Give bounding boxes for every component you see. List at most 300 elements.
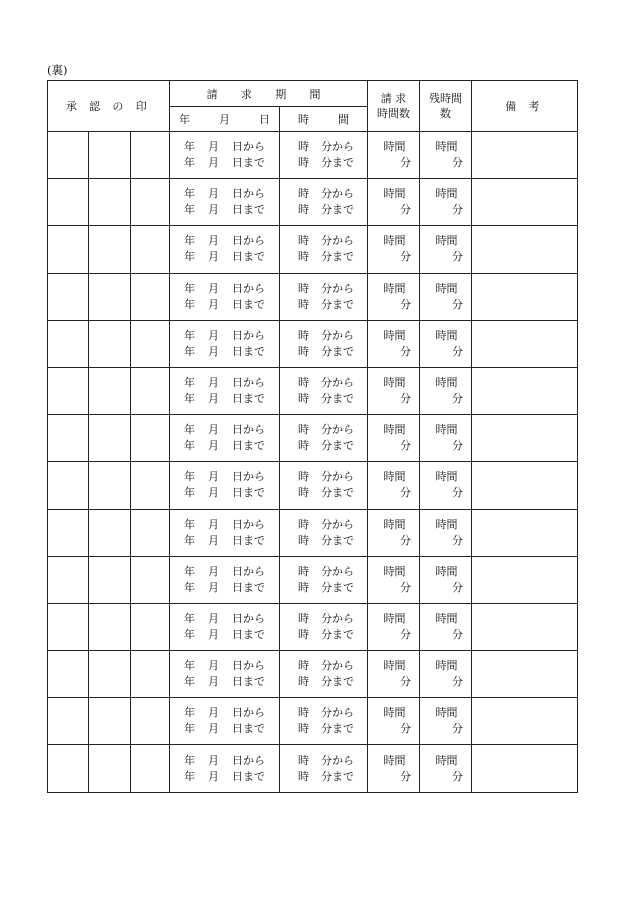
header-request-hours-line2: 時間数 — [377, 107, 411, 120]
remaining-hours-label: 時間 — [435, 517, 458, 531]
time-to-hour: 時 — [298, 297, 309, 311]
request-hours-label: 時間 — [383, 281, 406, 295]
remaining-hours-label: 時間 — [435, 140, 458, 154]
request-hours-cell[interactable] — [368, 556, 420, 603]
approval-stamp-cell-2[interactable] — [89, 132, 131, 179]
approval-stamp-cell-1[interactable] — [48, 415, 89, 462]
time-cell[interactable] — [280, 603, 368, 650]
date-to-day: 日まで — [232, 344, 265, 358]
date-to-month: 月 — [208, 580, 219, 594]
header-remarks: 備 考 — [472, 81, 578, 132]
date-to-month: 月 — [208, 156, 219, 170]
request-hours-cell[interactable] — [368, 415, 420, 462]
date-from-line — [184, 517, 279, 533]
time-to-hour: 時 — [298, 675, 309, 689]
date-to-day: 日まで — [232, 439, 265, 453]
time-cell[interactable] — [280, 415, 368, 462]
time-from-line — [298, 469, 367, 485]
remaining-hours-cell[interactable] — [420, 509, 472, 556]
time-to-line — [298, 627, 367, 643]
date-cell[interactable] — [170, 462, 280, 509]
date-from-day: 日から — [232, 234, 265, 248]
time-to-line — [298, 297, 367, 313]
request-hours-cell[interactable] — [368, 132, 420, 179]
approval-stamp-cell-1[interactable] — [48, 603, 89, 650]
time-from-hour: 時 — [298, 376, 309, 390]
time-to-hour: 時 — [298, 203, 309, 217]
time-to-minute: 分まで — [321, 627, 354, 641]
approval-stamp-cell-1[interactable] — [48, 651, 89, 698]
date-cell[interactable] — [170, 273, 280, 320]
date-to-year: 年 — [184, 392, 195, 406]
page-label: (裏) — [47, 63, 68, 77]
request-minutes-label: 分 — [400, 203, 412, 217]
approval-stamp-cell-1[interactable] — [48, 226, 89, 273]
date-to-line — [184, 391, 279, 407]
date-cell[interactable] — [170, 603, 280, 650]
date-from-line — [184, 375, 279, 391]
date-to-year: 年 — [184, 344, 195, 358]
remaining-hours-cell[interactable] — [420, 273, 472, 320]
remaining-minutes-label: 分 — [452, 250, 464, 264]
approval-stamp-cell-3[interactable] — [131, 509, 170, 556]
request-hours-cell[interactable] — [368, 179, 420, 226]
time-to-hour: 時 — [298, 627, 309, 641]
remaining-hours-label: 時間 — [435, 611, 458, 625]
date-from-line — [184, 139, 279, 155]
date-cell[interactable] — [170, 320, 280, 367]
request-hours-label: 時間 — [383, 564, 406, 578]
time-cell[interactable] — [280, 698, 368, 745]
approval-stamp-cell-3[interactable] — [131, 179, 170, 226]
request-hours-cell[interactable] — [368, 320, 420, 367]
approval-stamp-cell-2[interactable] — [89, 415, 131, 462]
time-from-minute: 分から — [321, 376, 354, 390]
request-minutes-label: 分 — [400, 533, 412, 547]
remaining-minutes-label: 分 — [452, 439, 464, 453]
date-from-month: 月 — [208, 376, 219, 390]
request-hours-label: 時間 — [383, 470, 406, 484]
request-hours-cell[interactable] — [368, 698, 420, 745]
date-to-day: 日まで — [232, 533, 265, 547]
date-from-line — [184, 328, 279, 344]
approval-stamp-cell-2[interactable] — [89, 603, 131, 650]
approval-stamp-cell-2[interactable] — [89, 698, 131, 745]
request-minutes-label: 分 — [400, 486, 412, 500]
date-to-line — [184, 674, 279, 690]
remarks-cell[interactable] — [472, 273, 578, 320]
time-cell[interactable] — [280, 556, 368, 603]
table-row — [48, 556, 578, 603]
header-remaining-line1: 残時間 — [429, 92, 463, 105]
remarks-cell[interactable] — [472, 698, 578, 745]
time-cell[interactable] — [280, 320, 368, 367]
time-from-hour: 時 — [298, 706, 309, 720]
remaining-hours-cell[interactable] — [420, 698, 472, 745]
request-minutes-label: 分 — [400, 580, 412, 594]
time-cell[interactable] — [280, 509, 368, 556]
date-from-month: 月 — [208, 281, 219, 295]
remaining-hours-label: 時間 — [435, 706, 458, 720]
approval-stamp-cell-1[interactable] — [48, 273, 89, 320]
time-to-line — [298, 721, 367, 737]
approval-stamp-cell-3[interactable] — [131, 132, 170, 179]
time-from-line — [298, 422, 367, 438]
remarks-cell[interactable] — [472, 226, 578, 273]
remaining-hours-cell[interactable] — [420, 462, 472, 509]
time-cell[interactable] — [280, 745, 368, 792]
date-from-month: 月 — [208, 659, 219, 673]
time-to-minute: 分まで — [321, 722, 354, 736]
time-cell[interactable] — [280, 651, 368, 698]
time-to-minute: 分まで — [321, 486, 354, 500]
date-from-year: 年 — [184, 423, 195, 437]
remaining-minutes-label: 分 — [452, 722, 464, 736]
approval-stamp-cell-2[interactable] — [89, 462, 131, 509]
remaining-minutes-label: 分 — [452, 486, 464, 500]
date-from-month: 月 — [208, 517, 219, 531]
request-hours-label: 時間 — [383, 706, 406, 720]
leave-request-table — [47, 80, 578, 793]
approval-stamp-cell-3[interactable] — [131, 603, 170, 650]
date-from-day: 日から — [232, 753, 265, 767]
time-from-minute: 分から — [321, 187, 354, 201]
time-from-minute: 分から — [321, 517, 354, 531]
time-cell[interactable] — [280, 273, 368, 320]
date-to-day: 日まで — [232, 627, 265, 641]
remaining-hours-cell[interactable] — [420, 651, 472, 698]
approval-stamp-cell-1[interactable] — [48, 745, 89, 792]
date-to-line — [184, 769, 279, 785]
request-hours-cell[interactable] — [368, 651, 420, 698]
remaining-minutes-label: 分 — [452, 344, 464, 358]
time-from-line — [298, 281, 367, 297]
time-from-hour: 時 — [298, 517, 309, 531]
header-remaining — [420, 81, 472, 132]
remaining-hours-label: 時間 — [435, 281, 458, 295]
time-from-line — [298, 753, 367, 769]
remaining-hours-cell[interactable] — [420, 320, 472, 367]
table-row — [48, 651, 578, 698]
remarks-cell[interactable] — [472, 415, 578, 462]
time-to-hour: 時 — [298, 156, 309, 170]
approval-stamp-cell-3[interactable] — [131, 745, 170, 792]
time-cell[interactable] — [280, 226, 368, 273]
date-cell[interactable] — [170, 745, 280, 792]
remaining-minutes-label: 分 — [452, 533, 464, 547]
time-to-hour: 時 — [298, 392, 309, 406]
remarks-cell[interactable] — [472, 462, 578, 509]
time-from-line — [298, 186, 367, 202]
date-from-day: 日から — [232, 706, 265, 720]
table-row — [48, 273, 578, 320]
time-to-hour: 時 — [298, 722, 309, 736]
date-to-line — [184, 627, 279, 643]
remaining-hours-label: 時間 — [435, 328, 458, 342]
approval-stamp-cell-1[interactable] — [48, 320, 89, 367]
approval-stamp-cell-2[interactable] — [89, 179, 131, 226]
request-hours-cell[interactable] — [368, 367, 420, 414]
date-to-day: 日まで — [232, 722, 265, 736]
date-from-year: 年 — [184, 376, 195, 390]
time-to-line — [298, 155, 367, 171]
header-request-hours-line1: 請 求 — [380, 92, 407, 105]
remaining-minutes-label: 分 — [452, 627, 464, 641]
time-to-minute: 分まで — [321, 250, 354, 264]
date-from-line — [184, 564, 279, 580]
request-minutes-label: 分 — [400, 156, 412, 170]
time-from-minute: 分から — [321, 328, 354, 342]
date-from-day: 日から — [232, 517, 265, 531]
approval-stamp-cell-3[interactable] — [131, 273, 170, 320]
date-from-year: 年 — [184, 753, 195, 767]
request-hours-cell[interactable] — [368, 603, 420, 650]
time-to-minute: 分まで — [321, 675, 354, 689]
approval-stamp-cell-2[interactable] — [89, 226, 131, 273]
time-cell[interactable] — [280, 132, 368, 179]
approval-stamp-cell-2[interactable] — [89, 745, 131, 792]
date-to-year: 年 — [184, 486, 195, 500]
request-hours-label: 時間 — [383, 659, 406, 673]
request-minutes-label: 分 — [400, 250, 412, 264]
approval-stamp-cell-3[interactable] — [131, 320, 170, 367]
approval-stamp-cell-1[interactable] — [48, 179, 89, 226]
request-hours-cell[interactable] — [368, 273, 420, 320]
time-from-line — [298, 658, 367, 674]
date-from-day: 日から — [232, 187, 265, 201]
remaining-hours-cell[interactable] — [420, 226, 472, 273]
header-approval: 承 認 の 印 — [48, 81, 170, 132]
remarks-cell[interactable] — [472, 320, 578, 367]
time-from-hour: 時 — [298, 753, 309, 767]
date-cell[interactable] — [170, 226, 280, 273]
request-hours-label: 時間 — [383, 328, 406, 342]
approval-stamp-cell-1[interactable] — [48, 509, 89, 556]
approval-stamp-cell-3[interactable] — [131, 556, 170, 603]
header-date — [170, 107, 280, 132]
date-from-line — [184, 658, 279, 674]
date-to-year: 年 — [184, 769, 195, 783]
date-from-month: 月 — [208, 234, 219, 248]
date-to-day: 日まで — [232, 486, 265, 500]
request-hours-label: 時間 — [383, 611, 406, 625]
time-cell[interactable] — [280, 462, 368, 509]
time-to-minute: 分まで — [321, 344, 354, 358]
request-hours-cell[interactable] — [368, 509, 420, 556]
remaining-hours-label: 時間 — [435, 470, 458, 484]
remaining-hours-cell[interactable] — [420, 367, 472, 414]
date-cell[interactable] — [170, 415, 280, 462]
date-cell[interactable] — [170, 179, 280, 226]
date-cell[interactable] — [170, 651, 280, 698]
header-day: 日 — [259, 113, 270, 126]
header-month: 月 — [219, 113, 230, 126]
date-to-day: 日まで — [232, 580, 265, 594]
time-to-minute: 分まで — [321, 297, 354, 311]
time-from-minute: 分から — [321, 564, 354, 578]
time-cell[interactable] — [280, 367, 368, 414]
time-to-minute: 分まで — [321, 439, 354, 453]
remarks-cell[interactable] — [472, 745, 578, 792]
date-from-month: 月 — [208, 706, 219, 720]
remarks-cell[interactable] — [472, 603, 578, 650]
approval-stamp-cell-2[interactable] — [89, 273, 131, 320]
time-from-line — [298, 139, 367, 155]
header-hour: 時 — [298, 113, 309, 126]
date-from-year: 年 — [184, 564, 195, 578]
time-to-minute: 分まで — [321, 769, 354, 783]
approval-stamp-cell-1[interactable] — [48, 462, 89, 509]
date-to-month: 月 — [208, 627, 219, 641]
approval-stamp-cell-2[interactable] — [89, 367, 131, 414]
approval-stamp-cell-2[interactable] — [89, 651, 131, 698]
table-row — [48, 226, 578, 273]
remaining-minutes-label: 分 — [452, 675, 464, 689]
remaining-hours-label: 時間 — [435, 423, 458, 437]
header-request-hours — [368, 81, 420, 132]
date-to-day: 日まで — [232, 297, 265, 311]
remaining-hours-cell[interactable] — [420, 556, 472, 603]
date-from-day: 日から — [232, 281, 265, 295]
request-hours-cell[interactable] — [368, 745, 420, 792]
table-row — [48, 179, 578, 226]
date-cell[interactable] — [170, 698, 280, 745]
request-hours-label: 時間 — [383, 234, 406, 248]
time-from-hour: 時 — [298, 611, 309, 625]
remaining-minutes-label: 分 — [452, 769, 464, 783]
request-hours-cell[interactable] — [368, 226, 420, 273]
date-to-line — [184, 249, 279, 265]
date-to-month: 月 — [208, 203, 219, 217]
approval-stamp-cell-1[interactable] — [48, 367, 89, 414]
approval-stamp-cell-3[interactable] — [131, 415, 170, 462]
date-to-month: 月 — [208, 344, 219, 358]
time-to-line — [298, 344, 367, 360]
date-to-line — [184, 344, 279, 360]
remaining-hours-cell[interactable] — [420, 132, 472, 179]
date-to-month: 月 — [208, 675, 219, 689]
time-to-line — [298, 249, 367, 265]
date-to-month: 月 — [208, 439, 219, 453]
date-from-line — [184, 233, 279, 249]
date-from-year: 年 — [184, 659, 195, 673]
date-to-year: 年 — [184, 203, 195, 217]
remarks-cell[interactable] — [472, 509, 578, 556]
table-row — [48, 462, 578, 509]
date-from-month: 月 — [208, 140, 219, 154]
date-cell[interactable] — [170, 132, 280, 179]
date-from-day: 日から — [232, 423, 265, 437]
remaining-hours-cell[interactable] — [420, 745, 472, 792]
remaining-minutes-label: 分 — [452, 203, 464, 217]
approval-stamp-cell-2[interactable] — [89, 556, 131, 603]
approval-stamp-cell-3[interactable] — [131, 651, 170, 698]
time-to-minute: 分まで — [321, 156, 354, 170]
remaining-hours-cell[interactable] — [420, 415, 472, 462]
request-minutes-label: 分 — [400, 439, 412, 453]
approval-stamp-cell-2[interactable] — [89, 509, 131, 556]
time-to-minute: 分まで — [321, 580, 354, 594]
date-to-line — [184, 438, 279, 454]
date-from-line — [184, 186, 279, 202]
date-to-year: 年 — [184, 297, 195, 311]
request-hours-cell[interactable] — [368, 462, 420, 509]
date-from-line — [184, 281, 279, 297]
time-to-hour: 時 — [298, 486, 309, 500]
date-from-line — [184, 611, 279, 627]
time-from-minute: 分から — [321, 281, 354, 295]
approval-stamp-cell-3[interactable] — [131, 462, 170, 509]
remaining-hours-label: 時間 — [435, 564, 458, 578]
time-to-hour: 時 — [298, 344, 309, 358]
approval-stamp-cell-3[interactable] — [131, 698, 170, 745]
remaining-minutes-label: 分 — [452, 297, 464, 311]
request-hours-label: 時間 — [383, 187, 406, 201]
date-to-line — [184, 297, 279, 313]
approval-stamp-cell-1[interactable] — [48, 556, 89, 603]
date-to-year: 年 — [184, 580, 195, 594]
time-from-hour: 時 — [298, 659, 309, 673]
date-to-day: 日まで — [232, 392, 265, 406]
date-to-month: 月 — [208, 486, 219, 500]
table-row — [48, 320, 578, 367]
time-from-hour: 時 — [298, 423, 309, 437]
remarks-cell[interactable] — [472, 556, 578, 603]
request-minutes-label: 分 — [400, 675, 412, 689]
date-to-month: 月 — [208, 533, 219, 547]
time-from-hour: 時 — [298, 564, 309, 578]
time-to-line — [298, 202, 367, 218]
remaining-hours-cell[interactable] — [420, 603, 472, 650]
request-minutes-label: 分 — [400, 627, 412, 641]
approval-stamp-cell-3[interactable] — [131, 367, 170, 414]
header-year: 年 — [179, 113, 190, 126]
time-from-line — [298, 564, 367, 580]
remarks-cell[interactable] — [472, 132, 578, 179]
remarks-cell[interactable] — [472, 179, 578, 226]
date-from-year: 年 — [184, 187, 195, 201]
approval-stamp-cell-1[interactable] — [48, 698, 89, 745]
date-cell[interactable] — [170, 367, 280, 414]
time-to-hour: 時 — [298, 439, 309, 453]
time-cell[interactable] — [280, 179, 368, 226]
time-from-line — [298, 328, 367, 344]
date-to-day: 日まで — [232, 675, 265, 689]
remaining-hours-cell[interactable] — [420, 179, 472, 226]
request-minutes-label: 分 — [400, 297, 412, 311]
date-from-day: 日から — [232, 611, 265, 625]
date-from-month: 月 — [208, 753, 219, 767]
approval-stamp-cell-1[interactable] — [48, 132, 89, 179]
time-from-minute: 分から — [321, 470, 354, 484]
date-to-month: 月 — [208, 297, 219, 311]
remarks-cell[interactable] — [472, 651, 578, 698]
remaining-hours-label: 時間 — [435, 234, 458, 248]
request-hours-label: 時間 — [383, 376, 406, 390]
date-cell[interactable] — [170, 509, 280, 556]
time-from-hour: 時 — [298, 140, 309, 154]
date-to-month: 月 — [208, 250, 219, 264]
request-hours-label: 時間 — [383, 517, 406, 531]
time-to-line — [298, 533, 367, 549]
remarks-cell[interactable] — [472, 367, 578, 414]
date-to-line — [184, 533, 279, 549]
date-to-line — [184, 721, 279, 737]
approval-stamp-cell-3[interactable] — [131, 226, 170, 273]
approval-stamp-cell-2[interactable] — [89, 320, 131, 367]
time-to-minute: 分まで — [321, 533, 354, 547]
date-cell[interactable] — [170, 556, 280, 603]
